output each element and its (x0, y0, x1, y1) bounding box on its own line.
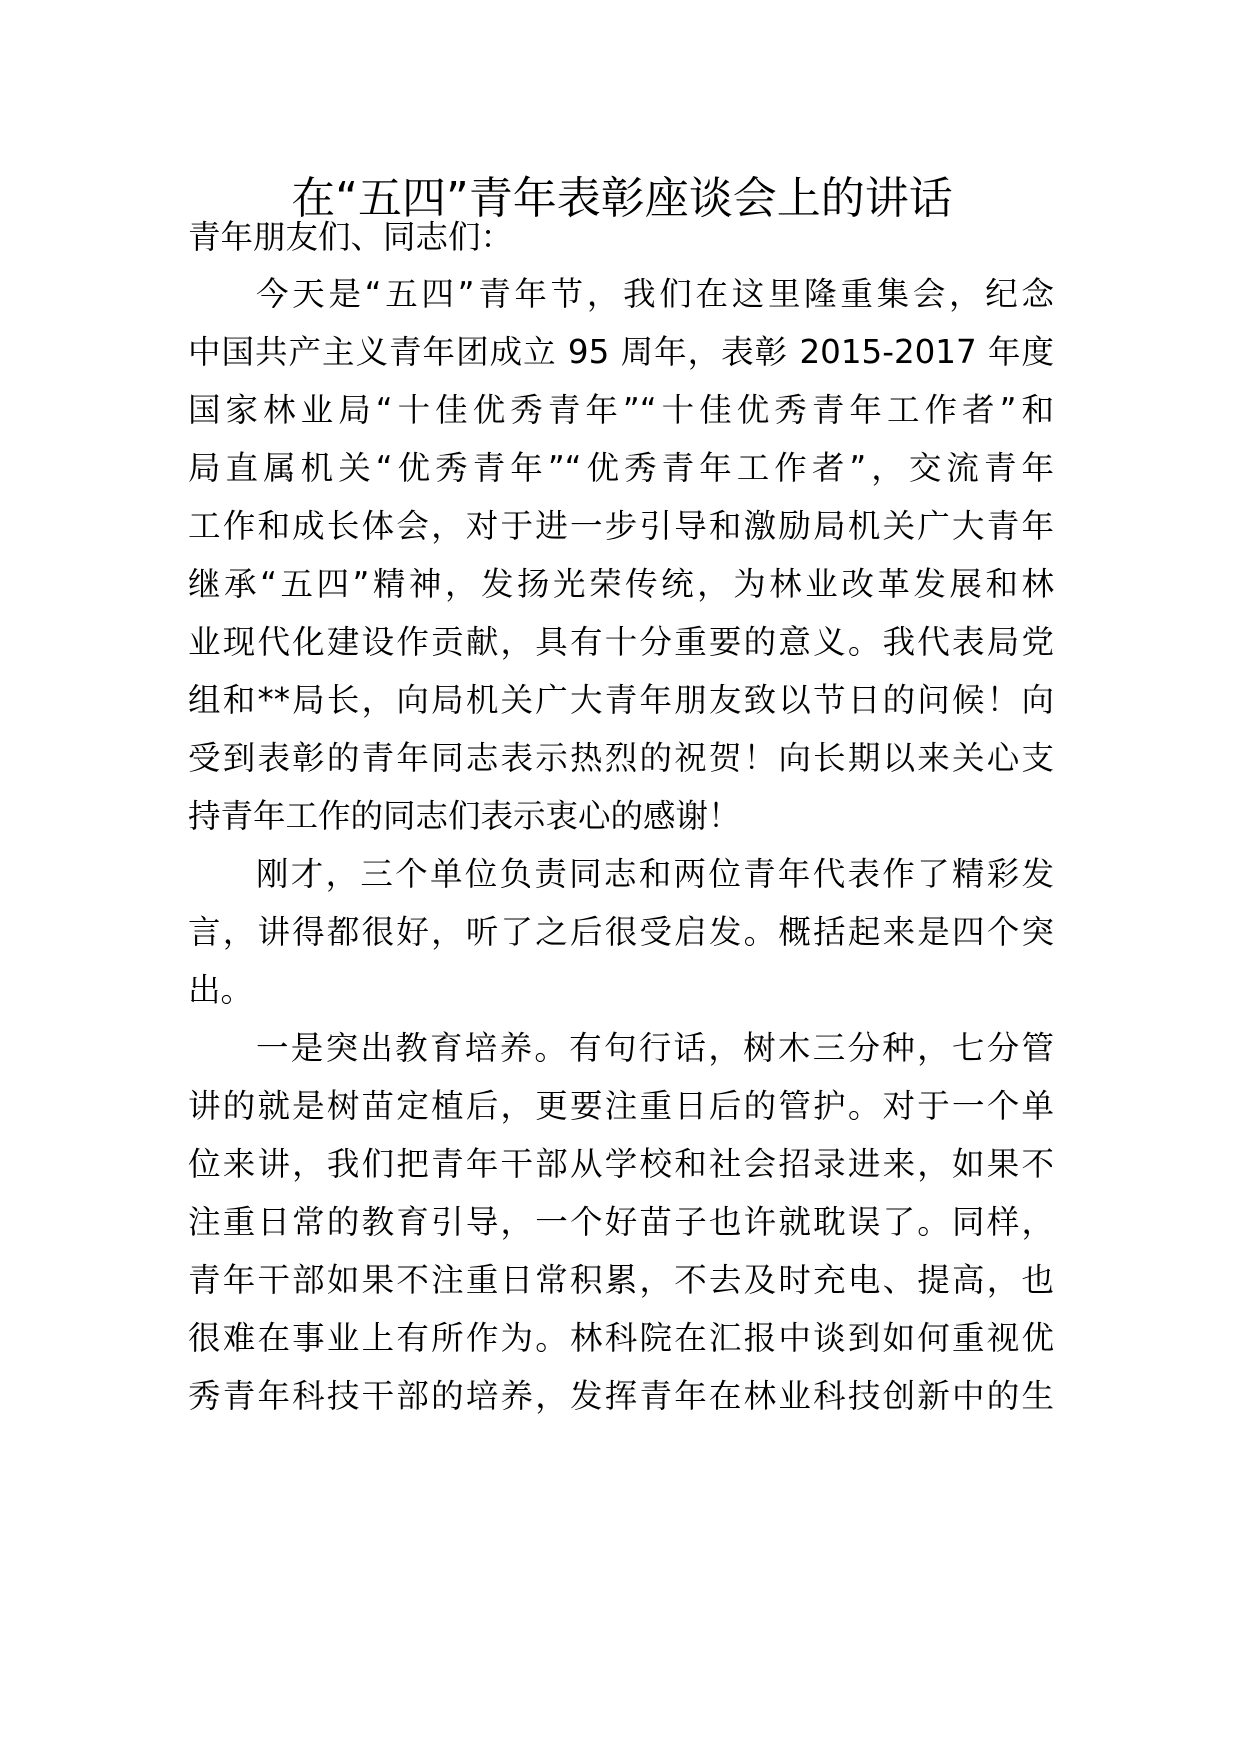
paragraph-line: 今天是“五四”青年节，我们在这里隆重集会，纪念 (256, 275, 1054, 313)
paragraph-line: 讲的就是树苗定植后，更要注重日后的管护。对于一个单 (188, 1087, 1054, 1125)
paragraph-line: 言，讲得都很好，听了之后很受启发。概括起来是四个突 (188, 913, 1054, 951)
paragraph-line: 继承“五四”精神，发扬光荣传统，为林业改革发展和林 (188, 565, 1054, 603)
paragraph-line: 持青年工作的同志们表示衷心的感谢！ (188, 797, 741, 835)
paragraph-line: 中国共产主义青年团成立 95 周年，表彰 2015-2017 年度 (188, 333, 1054, 371)
paragraph-line: 工作和成长体会，对于进一步引导和激励局机关广大青年 (188, 507, 1054, 545)
paragraph-line: 出。 (188, 971, 254, 1009)
salutation-line: 青年朋友们、同志们： (188, 218, 514, 256)
paragraph-line: 业现代化建设作贡献，具有十分重要的意义。我代表局党 (188, 623, 1054, 661)
paragraph-line: 青年干部如果不注重日常积累，不去及时充电、提高，也 (188, 1261, 1054, 1299)
paragraph-line: 一是突出教育培养。有句行话，树木三分种，七分管 (256, 1029, 1054, 1067)
paragraph-line: 很难在事业上有所作为。林科院在汇报中谈到如何重视优 (188, 1319, 1054, 1357)
paragraph-line: 局直属机关“优秀青年”“优秀青年工作者”，交流青年 (188, 449, 1054, 487)
paragraph-line: 国家林业局“十佳优秀青年”“十佳优秀青年工作者”和 (188, 391, 1054, 429)
paragraph-line: 组和**局长，向局机关广大青年朋友致以节日的问候！向 (188, 681, 1054, 719)
paragraph-line: 注重日常的教育引导，一个好苗子也许就耽误了。同样， (188, 1203, 1054, 1241)
paragraph-line: 位来讲，我们把青年干部从学校和社会招录进来，如果不 (188, 1145, 1054, 1183)
paragraph-line: 受到表彰的青年同志表示热烈的祝贺！向长期以来关心支 (188, 739, 1054, 777)
paragraph-line: 秀青年科技干部的培养，发挥青年在林业科技创新中的生 (188, 1377, 1054, 1415)
paragraph-line: 刚才，三个单位负责同志和两位青年代表作了精彩发 (256, 855, 1054, 893)
document-title: 在“五四”青年表彰座谈会上的讲话 (291, 173, 953, 224)
